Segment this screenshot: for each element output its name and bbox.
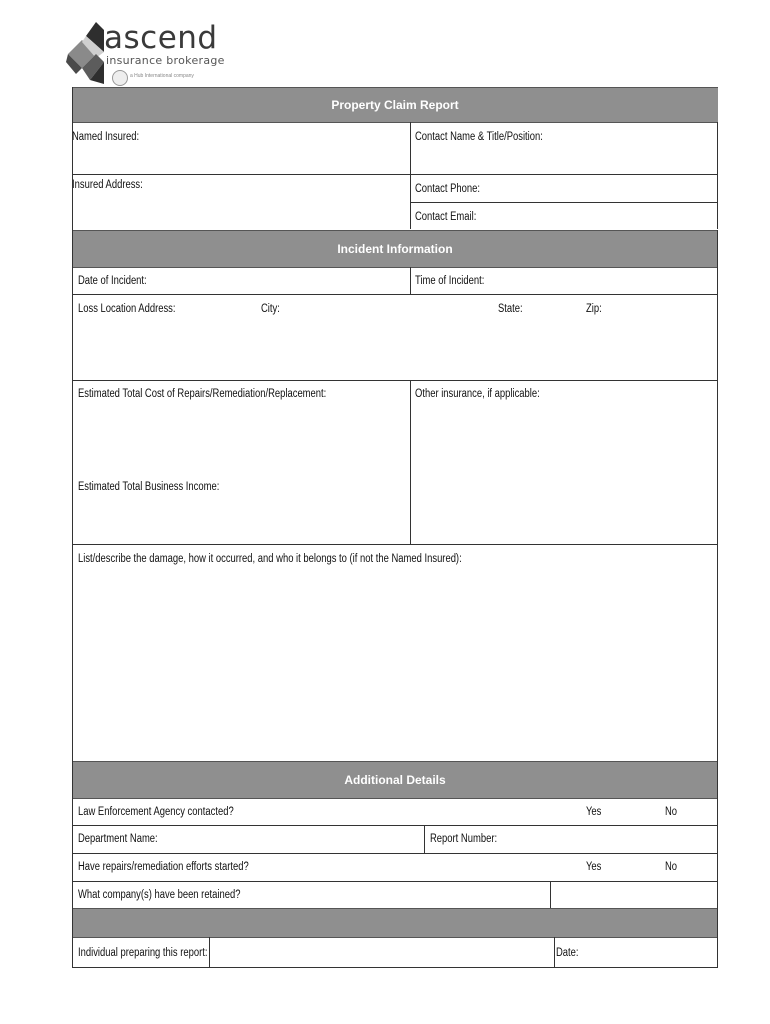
property-claim-form	[72, 87, 718, 969]
section-header-additional-details: Additional Details	[72, 761, 718, 799]
ascend-logo	[66, 20, 266, 90]
date-of-incident-label: Date of Incident:	[78, 275, 147, 287]
contact-phone-label: Contact Phone:	[415, 183, 481, 195]
section-header-property-claim-report: Property Claim Report	[72, 87, 718, 123]
logo-wordmark: ascend	[104, 20, 218, 56]
contact-name-label: Contact Name & Title/Position:	[415, 131, 543, 143]
contact-email-label: Contact Email:	[415, 211, 477, 223]
law-enforcement-no-option[interactable]: No	[665, 806, 678, 818]
named-insured-label: Named Insured:	[72, 131, 140, 143]
time-of-incident-label: Time of Incident:	[415, 275, 485, 287]
repairs-no-option[interactable]: No	[665, 861, 678, 873]
law-enforcement-label: Law Enforcement Agency contacted?	[78, 806, 234, 818]
diamond-logo-icon	[66, 22, 104, 84]
companies-retained-label: What company(s) have been retained?	[78, 889, 241, 901]
damage-description-label: List/describe the damage, how it occurred, and who it belongs to (if not the Named Insured):	[78, 553, 462, 565]
logo-subtitle: insurance brokerage	[106, 54, 225, 67]
seal-icon	[112, 70, 128, 86]
city-label: City:	[261, 303, 280, 315]
individual-preparing-label: Individual preparing this report:	[78, 947, 208, 959]
estimated-business-income-label: Estimated Total Business Income:	[78, 481, 220, 493]
report-number-label: Report Number:	[430, 833, 498, 845]
zip-label: Zip:	[586, 303, 602, 315]
grey-divider-bar	[72, 908, 718, 938]
insured-address-label: Insured Address:	[72, 179, 143, 191]
law-enforcement-yes-option[interactable]: Yes	[586, 806, 602, 818]
logo-tagline: a Hub International company	[130, 73, 194, 79]
section-header-incident-information: Incident Information	[72, 230, 718, 268]
state-label: State:	[498, 303, 523, 315]
repairs-started-label: Have repairs/remediation efforts started?	[78, 861, 249, 873]
other-insurance-label: Other insurance, if applicable:	[415, 388, 540, 400]
repairs-yes-option[interactable]: Yes	[586, 861, 602, 873]
loss-location-address-label: Loss Location Address:	[78, 303, 176, 315]
department-name-label: Department Name:	[78, 833, 158, 845]
date-label: Date:	[556, 947, 579, 959]
estimated-total-cost-label: Estimated Total Cost of Repairs/Remediation/Replacement:	[78, 388, 327, 400]
